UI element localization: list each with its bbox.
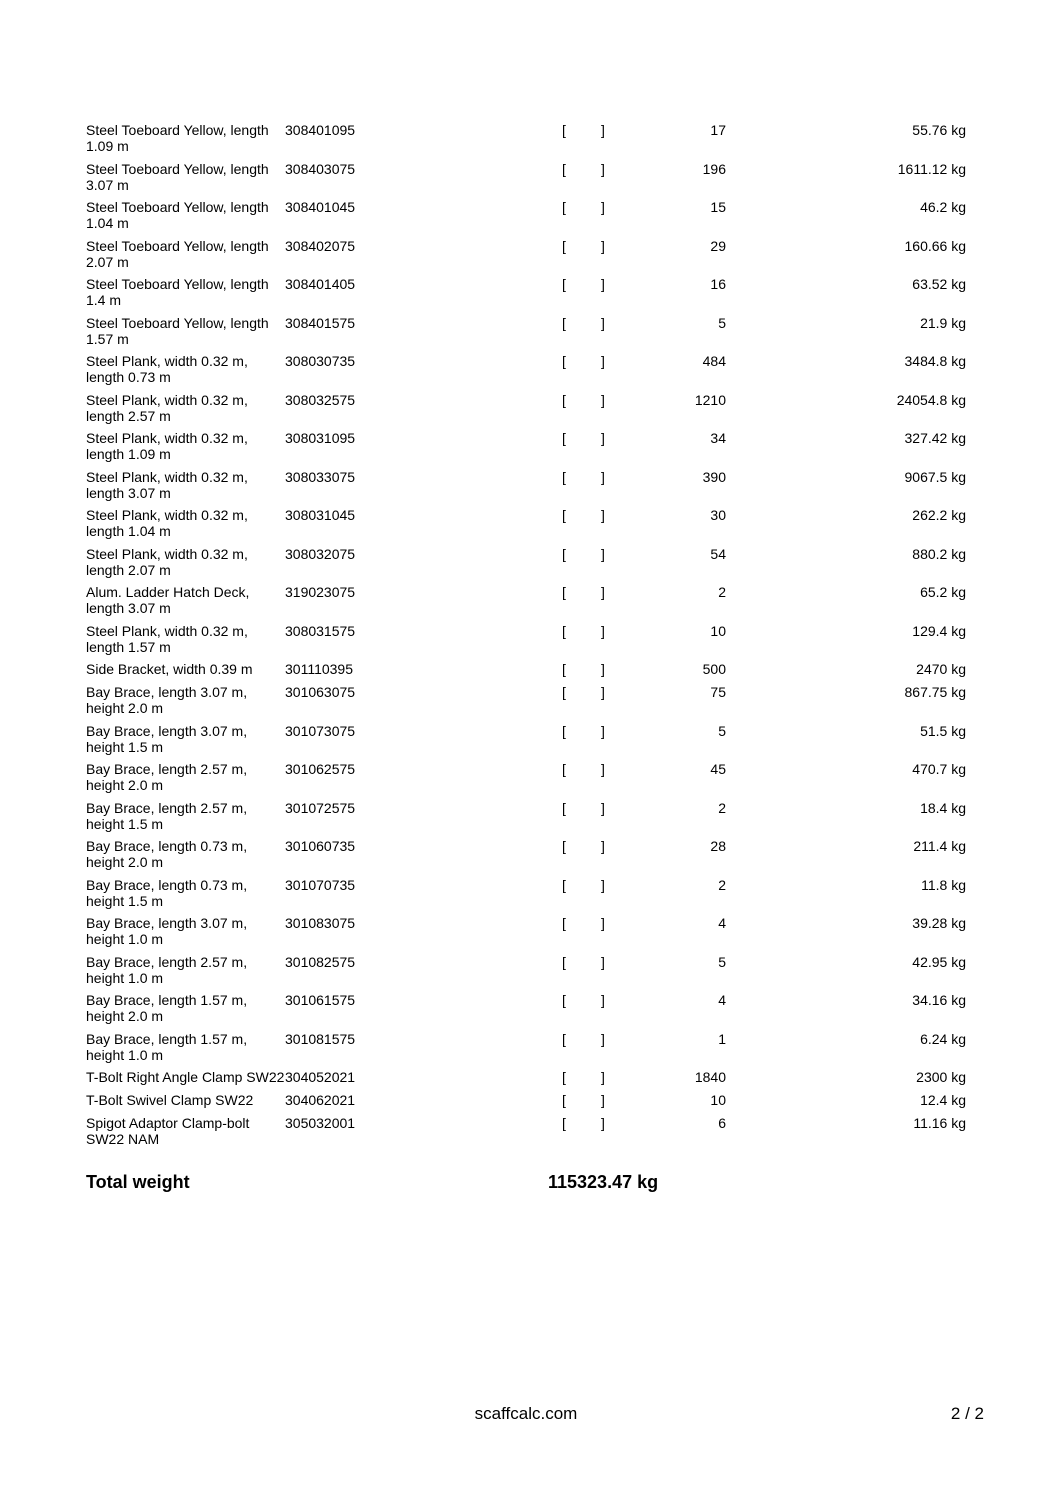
table-row [86,800,966,839]
table-row [86,199,966,238]
close-bracket: ] [601,684,605,700]
item-name: Bay Brace, length 0.73 m, height 2.0 m [86,838,248,870]
table-row [86,161,966,200]
close-bracket: ] [601,1030,605,1047]
close-bracket: ] [601,584,605,600]
item-weight: 470.7 kg [912,761,966,777]
item-quantity: 54 [710,545,726,562]
open-bracket: [ [562,545,566,562]
open-bracket: [ [562,622,566,639]
item-code: 301072575 [285,799,356,816]
open-bracket: [ [562,314,566,331]
item-quantity: 4 [718,915,726,931]
open-bracket: [ [562,430,566,446]
table-row [86,430,966,469]
open-bracket: [ [562,1030,566,1047]
open-bracket: [ [562,468,566,485]
table-row [86,1069,966,1092]
close-bracket: ] [601,1092,605,1108]
item-weight: 12.4 kg [920,1092,966,1108]
item-weight: 21.9 kg [920,314,966,331]
item-code: 304052021 [285,1069,356,1085]
item-quantity: 1 [718,1030,726,1047]
item-weight: 34.16 kg [912,992,966,1008]
item-code: 308401575 [285,314,356,331]
page-number: 2 / 2 [950,1404,984,1423]
item-quantity: 45 [710,761,726,777]
table-row [86,954,966,993]
item-name: Steel Toeboard Yellow, length 3.07 m [86,160,269,193]
item-quantity: 10 [710,622,726,639]
close-bracket: ] [601,507,605,523]
close-bracket: ] [601,661,605,677]
item-code: 308403075 [285,160,356,177]
close-bracket: ] [601,992,605,1008]
open-bracket: [ [562,1115,566,1131]
item-weight: 11.8 kg [921,876,966,893]
table-row [86,276,966,315]
table-row [86,661,966,684]
table-row [86,546,966,585]
close-bracket: ] [601,468,605,485]
item-code: 319023075 [285,584,356,600]
item-weight: 18.4 kg [920,799,966,816]
close-bracket: ] [601,430,605,446]
open-bracket: [ [562,915,566,931]
item-weight: 129.4 kg [912,622,966,639]
total-weight-value: 115323.47 kg [548,1172,659,1192]
item-quantity: 15 [710,199,726,215]
item-weight: 880.2 kg [912,545,966,562]
open-bracket: [ [562,584,566,600]
item-name: Alum. Ladder Hatch Deck, length 3.07 m [86,584,250,616]
item-name: Steel Plank, width 0.32 m, length 1.04 m [86,507,248,539]
close-bracket: ] [601,276,605,292]
table-row [86,584,966,623]
item-name: Steel Plank, width 0.32 m, length 3.07 m [86,468,248,501]
open-bracket: [ [562,722,566,739]
item-name: Steel Toeboard Yellow, length 1.09 m [86,122,269,154]
item-quantity: 29 [710,237,726,254]
item-quantity: 1840 [694,1069,726,1085]
item-quantity: 1210 [694,391,726,408]
item-name: Steel Plank, width 0.32 m, length 2.57 m [86,391,248,424]
item-weight: 2300 kg [916,1069,966,1085]
item-quantity: 2 [718,876,726,893]
item-weight: 6.24 kg [920,1030,966,1047]
item-name: Steel Plank, width 0.32 m, length 1.09 m [86,430,248,462]
open-bracket: [ [562,237,566,254]
item-quantity: 4 [718,992,726,1008]
item-quantity: 484 [702,353,726,369]
item-code: 308031095 [285,430,356,446]
item-weight: 42.95 kg [912,953,966,970]
item-code: 308031045 [285,507,356,523]
close-bracket: ] [601,545,605,562]
close-bracket: ] [601,160,605,177]
item-quantity: 17 [710,122,726,138]
open-bracket: [ [562,199,566,215]
close-bracket: ] [601,391,605,408]
table-row [86,623,966,662]
close-bracket: ] [601,122,605,138]
item-weight: 2470 kg [916,661,966,677]
item-quantity: 30 [710,507,726,523]
item-code: 301110395 [285,661,353,677]
item-code: 301070735 [285,876,356,893]
open-bracket: [ [562,684,566,700]
item-code: 308033075 [285,468,356,485]
table-row [86,761,966,800]
item-weight: 65.2 kg [920,584,966,600]
item-weight: 262.2 kg [912,507,966,523]
item-name: Steel Plank, width 0.32 m, length 2.07 m [86,545,248,578]
item-name: Bay Brace, length 2.57 m, height 2.0 m [86,761,248,793]
close-bracket: ] [601,799,605,816]
table-row [86,992,966,1031]
item-weight: 9067.5 kg [904,468,966,485]
item-code: 304062021 [285,1092,356,1108]
item-quantity: 5 [718,314,726,331]
item-weight: 24054.8 kg [896,391,966,408]
table-row [86,877,966,916]
total-weight-label: Total weight [86,1172,190,1192]
item-code: 301062575 [285,761,356,777]
item-name: Spigot Adaptor Clamp-bolt SW22 NAM [86,1115,250,1147]
item-name: Steel Plank, width 0.32 m, length 0.73 m [86,353,248,385]
item-code: 308401045 [285,199,356,215]
item-code: 308032575 [285,391,356,408]
item-code: 308402075 [285,237,356,254]
open-bracket: [ [562,876,566,893]
table-row [86,1115,966,1147]
item-code: 301081575 [285,1030,356,1047]
item-weight: 46.2 kg [920,199,966,215]
open-bracket: [ [562,353,566,369]
table-row [86,915,966,954]
item-weight: 1611.12 kg [897,160,966,177]
close-bracket: ] [601,761,605,777]
item-code: 301060735 [285,838,356,854]
item-name: Bay Brace, length 3.07 m, height 2.0 m [86,684,248,716]
open-bracket: [ [562,661,566,677]
table-row [86,122,966,161]
open-bracket: [ [562,761,566,777]
item-weight: 3484.8 kg [904,353,966,369]
close-bracket: ] [601,1069,605,1085]
item-quantity: 16 [710,276,726,292]
open-bracket: [ [562,122,566,138]
item-name: Bay Brace, length 0.73 m, height 1.5 m [86,876,248,909]
item-name: T-Bolt Right Angle Clamp SW22 [86,1069,285,1085]
item-weight: 327.42 kg [904,430,966,446]
close-bracket: ] [601,237,605,254]
item-code: 308401095 [285,122,356,138]
open-bracket: [ [562,160,566,177]
close-bracket: ] [601,314,605,331]
item-weight: 211.4 kg [913,838,966,854]
item-name: Steel Toeboard Yellow, length 1.4 m [86,276,269,308]
close-bracket: ] [601,838,605,854]
table-row [86,353,966,392]
item-code: 301063075 [285,684,356,700]
item-quantity: 5 [718,722,726,739]
item-name: Bay Brace, length 1.57 m, height 2.0 m [86,992,248,1024]
item-name: T-Bolt Swivel Clamp SW22 [86,1092,254,1108]
table-row [86,507,966,546]
close-bracket: ] [601,1115,605,1131]
open-bracket: [ [562,992,566,1008]
item-name: Bay Brace, length 3.07 m, height 1.5 m [86,722,248,755]
close-bracket: ] [601,953,605,970]
item-name: Side Bracket, width 0.39 m [86,661,253,677]
item-quantity: 390 [702,468,726,485]
item-quantity: 2 [718,584,726,600]
close-bracket: ] [601,353,605,369]
item-name: Steel Toeboard Yellow, length 1.04 m [86,199,269,231]
item-name: Bay Brace, length 2.57 m, height 1.5 m [86,799,248,832]
item-code: 308031575 [285,622,356,639]
close-bracket: ] [601,199,605,215]
table-row [86,469,966,508]
item-code: 308032075 [285,545,356,562]
item-weight: 63.52 kg [912,276,966,292]
open-bracket: [ [562,507,566,523]
close-bracket: ] [601,915,605,931]
item-code: 301082575 [285,953,356,970]
open-bracket: [ [562,953,566,970]
item-name: Bay Brace, length 2.57 m, height 1.0 m [86,953,248,986]
item-name: Steel Toeboard Yellow, length 2.07 m [86,237,269,270]
item-weight: 55.76 kg [912,122,966,138]
item-name: Steel Plank, width 0.32 m, length 1.57 m [86,622,248,655]
item-weight: 160.66 kg [904,237,966,254]
item-name: Bay Brace, length 1.57 m, height 1.0 m [86,1030,248,1063]
item-code: 308030735 [285,353,356,369]
item-quantity: 196 [702,160,726,177]
table-row [86,684,966,723]
items-table [86,122,966,1147]
table-row [86,1092,966,1115]
item-code: 301083075 [285,915,356,931]
item-quantity: 6 [718,1115,726,1131]
item-quantity: 5 [718,953,726,970]
table-row [86,1031,966,1070]
item-weight: 867.75 kg [904,684,966,700]
close-bracket: ] [601,622,605,639]
table-row [86,238,966,277]
open-bracket: [ [562,391,566,408]
item-quantity: 500 [702,661,726,677]
item-code: 301061575 [285,992,356,1008]
item-name: Steel Toeboard Yellow, length 1.57 m [86,314,269,347]
item-quantity: 10 [710,1092,726,1108]
item-quantity: 28 [710,838,726,854]
item-code: 308401405 [285,276,356,292]
open-bracket: [ [562,1092,566,1108]
item-code: 305032001 [285,1115,356,1131]
open-bracket: [ [562,1069,566,1085]
table-row [86,838,966,877]
open-bracket: [ [562,838,566,854]
footer-site: scaffcalc.com [474,1404,578,1423]
table-row [86,315,966,354]
item-quantity: 34 [710,430,726,446]
item-code: 301073075 [285,722,356,739]
close-bracket: ] [601,876,605,893]
item-weight: 51.5 kg [920,722,966,739]
open-bracket: [ [562,276,566,292]
item-name: Bay Brace, length 3.07 m, height 1.0 m [86,915,248,947]
close-bracket: ] [601,722,605,739]
table-row [86,723,966,762]
item-weight: 11.16 kg [913,1115,966,1131]
table-row [86,392,966,431]
item-quantity: 2 [718,799,726,816]
item-quantity: 75 [710,684,726,700]
item-weight: 39.28 kg [912,915,966,931]
open-bracket: [ [562,799,566,816]
